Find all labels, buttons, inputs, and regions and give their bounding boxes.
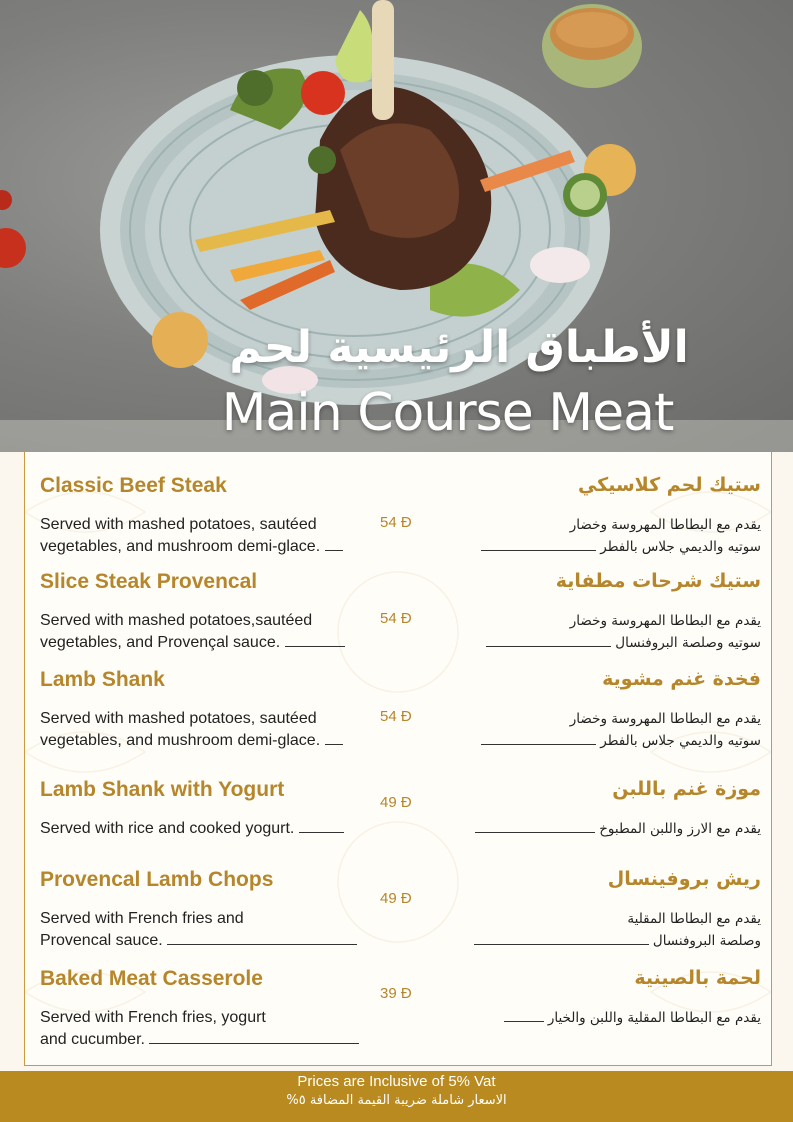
dotted-leader	[475, 831, 595, 833]
dotted-leader	[486, 645, 611, 647]
description-line: vegetables, and Provençal sauce.	[40, 634, 281, 651]
dish-description-arabic	[426, 514, 761, 558]
dotted-leader	[167, 943, 357, 945]
price	[380, 794, 412, 811]
dotted-leader	[481, 743, 596, 745]
description-line: يقدم مع البطاطا المهروسة وخضار	[569, 517, 761, 533]
menu-panel	[24, 452, 772, 1066]
description-line: يقدم مع البطاطا المهروسة وخضار	[569, 711, 761, 727]
price-value: 54	[380, 610, 397, 627]
dish-description-english	[40, 708, 375, 752]
dish-name-arabic: ستيك لحم كلاسيكي	[577, 474, 761, 496]
vat-note-arabic: الاسعار شاملة ضريبة القيمة المضافة ٥%	[286, 1093, 507, 1108]
description-line: vegetables, and mushroom demi-glace.	[40, 732, 321, 749]
dish-name-english: Classic Beef Steak	[40, 474, 227, 497]
description-line: vegetables, and mushroom demi-glace.	[40, 538, 321, 555]
dish-description-english	[40, 514, 375, 558]
dish-description-arabic	[426, 708, 761, 752]
dish-description-arabic	[426, 908, 761, 952]
dish-name-english: Lamb Shank with Yogurt	[40, 778, 285, 801]
dotted-leader	[285, 645, 345, 647]
description-line: سوتيه والديمي جلاس بالفطر	[600, 539, 761, 555]
description-line: يقدم مع الارز واللبن المطبوخ	[599, 821, 761, 837]
dish-name-arabic: موزة غنم باللبن	[612, 778, 761, 800]
dish-description-english	[40, 908, 375, 952]
currency-icon: Ð	[400, 514, 412, 531]
price-value: 54	[380, 514, 397, 531]
dotted-leader	[474, 943, 649, 945]
dish-name-arabic: ريش بروفينسال	[607, 868, 761, 890]
description-line: يقدم مع البطاطا المقلية	[627, 911, 761, 927]
currency-icon: Ð	[400, 794, 412, 811]
price	[380, 708, 412, 725]
dish-name-english: Provencal Lamb Chops	[40, 868, 274, 891]
dish-description-arabic	[426, 818, 761, 840]
price-value: 49	[380, 890, 397, 907]
description-line: Served with mashed potatoes,sautéed	[40, 612, 313, 629]
dish-name-arabic: فخدة غنم مشوية	[602, 668, 761, 690]
dish-description-english	[40, 818, 375, 840]
description-line: سوتيه والديمي جلاس بالفطر	[600, 733, 761, 749]
dotted-leader	[325, 743, 343, 745]
dotted-leader	[481, 549, 596, 551]
price	[380, 890, 412, 907]
currency-icon: Ð	[400, 610, 412, 627]
description-line: يقدم مع البطاطا المهروسة وخضار	[569, 613, 761, 629]
description-line: Served with rice and cooked yogurt.	[40, 820, 295, 837]
dish-name-english: Slice Steak Provencal	[40, 570, 258, 593]
dotted-leader	[504, 1020, 544, 1022]
dish-name-arabic: ستيك شرحات مطفاية	[555, 570, 761, 592]
description-line: يقدم مع البطاطا المقلية واللبن والخيار	[547, 1010, 761, 1026]
price	[380, 610, 412, 627]
description-line: Served with French fries, yogurt	[40, 1009, 266, 1026]
description-line: Served with French fries and	[40, 910, 244, 927]
description-line: and cucumber.	[40, 1031, 145, 1048]
dish-description-english	[40, 1007, 375, 1051]
dish-description-arabic	[426, 1007, 761, 1029]
vat-note-english: Prices are Inclusive of 5% Vat	[297, 1073, 496, 1090]
description-line: وصلصة البروفنسال	[652, 933, 761, 949]
dish-description-english	[40, 610, 375, 654]
page-title-arabic: الأطباق الرئيسية لحم	[229, 322, 689, 373]
price-value: 49	[380, 794, 397, 811]
dotted-leader	[299, 831, 344, 833]
currency-icon: Ð	[400, 708, 412, 725]
currency-icon: Ð	[400, 890, 412, 907]
price	[380, 514, 412, 531]
price-value: 54	[380, 708, 397, 725]
description-line: Served with mashed potatoes, sautéed	[40, 516, 317, 533]
description-line: Provencal sauce.	[40, 932, 163, 949]
dish-name-arabic: لحمة بالصينية	[634, 967, 761, 989]
description-line: Served with mashed potatoes, sautéed	[40, 710, 317, 727]
page-title-english: Main Course Meat	[221, 383, 674, 443]
price	[380, 985, 412, 1002]
currency-icon: Ð	[400, 985, 412, 1002]
dotted-leader	[325, 549, 343, 551]
dish-description-arabic	[426, 610, 761, 654]
dotted-leader	[149, 1042, 359, 1044]
vat-footer	[0, 1071, 793, 1122]
price-value: 39	[380, 985, 397, 1002]
dish-name-english: Lamb Shank	[40, 668, 165, 691]
dish-name-english: Baked Meat Casserole	[40, 967, 263, 990]
hero-food-photo	[0, 0, 793, 452]
description-line: سوتيه وصلصة البروفنسال	[615, 635, 761, 651]
